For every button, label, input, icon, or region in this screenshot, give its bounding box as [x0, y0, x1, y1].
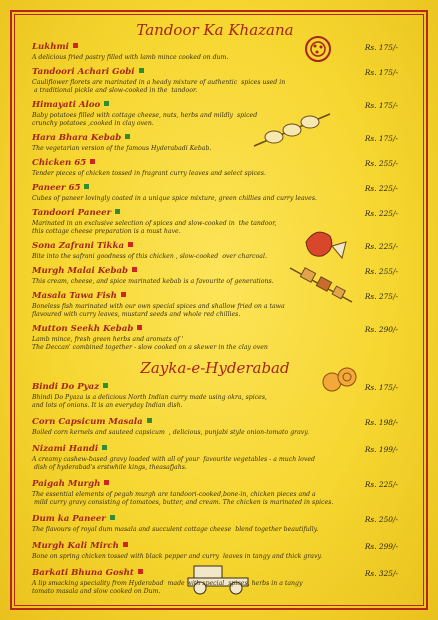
- non-veg-marker-icon: [104, 480, 109, 485]
- item-price: Rs. 255/-: [364, 159, 398, 168]
- menu-item: [32, 514, 398, 534]
- menu-item: [32, 291, 398, 319]
- item-name: Sona Zafrani Tikka: [32, 241, 125, 251]
- item-price: Rs. 250/-: [364, 515, 398, 524]
- item-name: Nizami Handi: [32, 444, 99, 454]
- section-title: Zayka-e-Hyderabad: [140, 359, 290, 377]
- item-description: A delicious fried pastry filled with lamb mince cooked on dum.: [32, 54, 229, 61]
- menu-item: [32, 444, 398, 472]
- non-veg-marker-icon: [73, 43, 78, 48]
- item-description: Boiled corn kernels and sauteed capsicum , delicious, punjabi style onion-tomato gravy.: [32, 429, 309, 436]
- item-description: The essential elements of pegah murgh are tandoori-cooked,bone-in, chicken pieces and a mild curry gravy consisting of tomatoes, butter, and cream. The chicken is marinated in spices.: [32, 491, 334, 506]
- item-name: Lukhmi: [32, 42, 69, 52]
- non-veg-marker-icon: [132, 267, 137, 272]
- item-price: Rs. 299/-: [364, 542, 398, 551]
- veg-marker-icon: [115, 209, 120, 214]
- non-veg-marker-icon: [123, 542, 128, 547]
- item-name: Tandoori Paneer: [32, 208, 112, 218]
- item-name: Murgh Malai Kebab: [32, 266, 129, 276]
- menu-item: [32, 67, 398, 95]
- item-name: Paneer 65: [32, 183, 81, 193]
- menu-item: [32, 417, 398, 437]
- item-price: Rs. 225/-: [364, 184, 398, 193]
- item-description: Bhindi Do Pyaza is a delicious North Indian curry made using okra, spices, and lots of onions. It is an everyday Indian dish.: [32, 394, 267, 409]
- item-price: Rs. 199/-: [364, 445, 398, 454]
- item-name: Hara Bhara Kebab: [32, 133, 122, 143]
- item-name: Corn Capsicum Masala: [32, 417, 143, 427]
- menu-item: [32, 324, 398, 352]
- item-description: Baby potatoes filled with cottage cheese, nuts, herbs and mildly spiced crunchy potatoes ,cooked in clay oven.: [32, 112, 258, 127]
- item-name: Masala Tawa Fish: [32, 291, 117, 301]
- item-price: Rs. 175/-: [364, 68, 398, 77]
- item-name: Barkati Bhuna Gosht: [32, 568, 134, 578]
- menu-item: [32, 266, 398, 286]
- item-price: Rs. 225/-: [364, 209, 398, 218]
- item-price: Rs. 225/-: [364, 242, 398, 251]
- menu-item: [32, 133, 398, 153]
- item-description: Bone on spring chicken tossed with black pepper and curry leaves in tangy and thick gravy.: [32, 553, 323, 560]
- non-veg-marker-icon: [128, 242, 133, 247]
- menu-item: [32, 183, 398, 203]
- item-description: Boneless fish marinated with our own special spices and shallow fried on a tawa flavoured with curry leaves, mustard seeds and whole red chillies.: [32, 303, 285, 318]
- item-price: Rs. 255/-: [364, 267, 398, 276]
- menu-item: [32, 208, 398, 236]
- section-zayka: [32, 358, 398, 596]
- item-name: Mutton Seekh Kebab: [32, 324, 134, 334]
- menu-item: [32, 42, 398, 62]
- item-description: The flavours of royal dum masala and succulent cottage cheese blend together beautifully.: [32, 526, 319, 533]
- item-description: Cauliflower florets are marinated in a heady mixture of authentic spices used in a traditional pickle and slow-cooked in the tandoor.: [32, 79, 286, 94]
- item-description: Lamb mince, fresh green herbs and aromats of ' The Deccan' combined together - slow cooked on a skewer in the clay oven: [32, 336, 268, 351]
- item-description: A lip smacking speciality from Hyderabad made with special spices, herbs in a tangy tomato masala and slow cooked on Dum.: [32, 580, 303, 595]
- non-veg-marker-icon: [90, 159, 95, 164]
- item-description: Marinated in an exclusive selection of spices and slow-cooked in the tandoor, this cottage cheese preparation is a must have.: [32, 220, 277, 235]
- veg-marker-icon: [84, 184, 89, 189]
- item-description: Cubes of paneer lovingly coated in a unique spice mixture, green chillies and curry leaves.: [32, 195, 317, 202]
- veg-marker-icon: [139, 68, 144, 73]
- item-description: This cream, cheese, and spice marinated kebab is a favourite of generations.: [32, 278, 274, 285]
- veg-marker-icon: [110, 515, 115, 520]
- item-price: Rs. 325/-: [364, 569, 398, 578]
- section-tandoor: [32, 20, 398, 352]
- item-name: Tandoori Achari Gobi: [32, 67, 135, 77]
- veg-marker-icon: [104, 101, 109, 106]
- veg-marker-icon: [125, 134, 130, 139]
- item-price: Rs. 290/-: [364, 325, 398, 334]
- item-name: Himayati Aloo: [32, 100, 101, 110]
- veg-marker-icon: [147, 418, 152, 423]
- item-name: Paigah Murgh: [32, 479, 101, 489]
- item-description: Bite into the safrani goodness of this chicken , slow-cooked over charcoal.: [32, 253, 267, 260]
- veg-marker-icon: [103, 383, 108, 388]
- menu-item: [32, 541, 398, 561]
- non-veg-marker-icon: [138, 569, 143, 574]
- menu-item: [32, 241, 398, 261]
- non-veg-marker-icon: [137, 325, 142, 330]
- item-description: A creamy cashew-based gravy loaded with all of your favourite vegetables - a much loved dish of hyderabad's erstwhile kings, theasafjahs.: [32, 456, 315, 471]
- menu-item: [32, 382, 398, 410]
- item-price: Rs. 175/-: [364, 383, 398, 392]
- item-name: Bindi Do Pyaz: [32, 382, 100, 392]
- menu-content: [32, 20, 398, 596]
- item-price: Rs. 225/-: [364, 480, 398, 489]
- item-price: Rs. 175/-: [364, 43, 398, 52]
- item-price: Rs. 275/-: [364, 292, 398, 301]
- item-price: Rs. 175/-: [364, 101, 398, 110]
- item-description: The vegetarian version of the famous Hyderabadi Kebab.: [32, 145, 212, 152]
- item-price: Rs. 175/-: [364, 134, 398, 143]
- item-name: Dum ka Paneer: [32, 514, 106, 524]
- menu-item: [32, 568, 398, 596]
- menu-item: [32, 479, 398, 507]
- item-description: Tender pieces of chicken tossed in fragrant curry leaves and select spices.: [32, 170, 266, 177]
- section-title: Tandoor Ka Khazana: [136, 21, 294, 39]
- menu-item: [32, 158, 398, 178]
- item-name: Murgh Kali Mirch: [32, 541, 119, 551]
- item-name: Chicken 65: [32, 158, 87, 168]
- non-veg-marker-icon: [121, 292, 126, 297]
- item-price: Rs. 198/-: [364, 418, 398, 427]
- veg-marker-icon: [102, 445, 107, 450]
- menu-item: [32, 100, 398, 128]
